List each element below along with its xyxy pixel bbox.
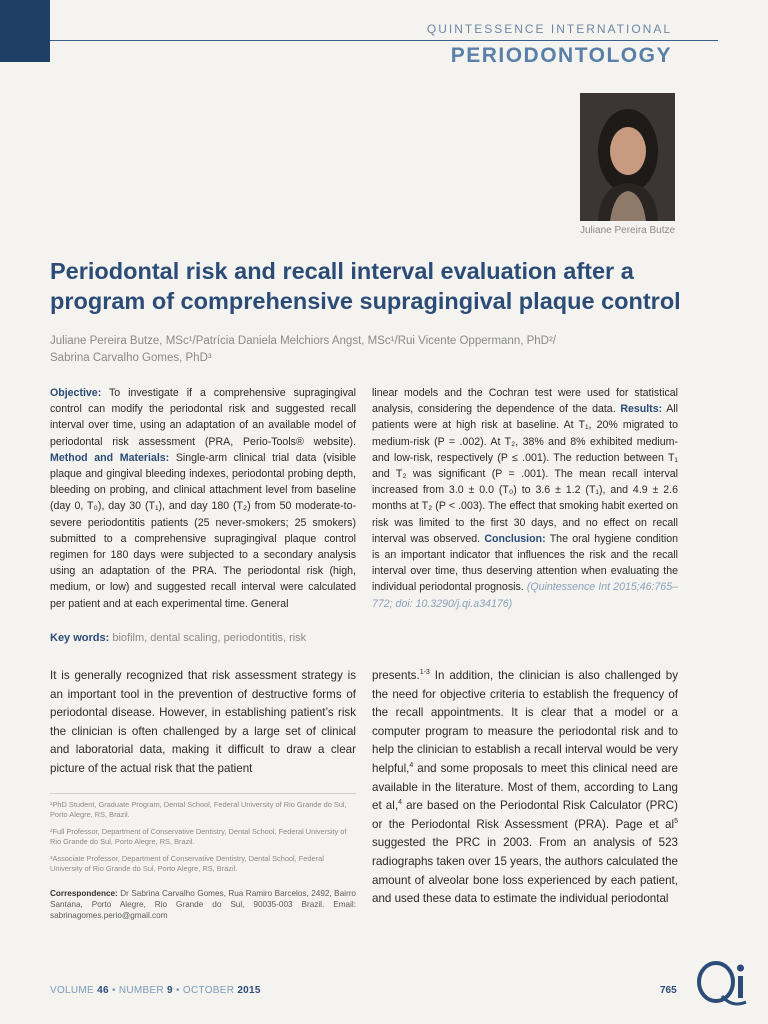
date-label: • OCTOBER bbox=[172, 985, 238, 996]
body-right-column bbox=[372, 667, 678, 909]
conclusion-text: The oral hygiene condition is an important indicator that influences the risk and the recall interval over time, thus deserving attention when evaluating the individual periodontal prognosis. bbox=[372, 532, 678, 594]
body-text: are based on the Periodontal Risk Calculator (PRC) or the Periodontal Risk Assessment (PRA). Page et al bbox=[372, 799, 679, 831]
article-title: Periodontal risk and recall interval evaluation after a program of comprehensive supragingival plaque control bbox=[50, 258, 681, 314]
body-text: and some proposals to meet this clinical need are available in the literature. Most of them, according to Lang et al, bbox=[372, 761, 678, 813]
footnote-3: ³Associate Professor, Department of Conservative Dentistry, Dental School, Federal University of Rio Grande do Sul, Porto Alegre, RS, Brazil. bbox=[50, 853, 324, 874]
footer-issue-info bbox=[50, 985, 261, 996]
footnotes bbox=[50, 800, 356, 880]
abstract-right-column bbox=[372, 385, 678, 612]
author-list bbox=[50, 333, 710, 367]
qi-logo-icon bbox=[694, 952, 750, 1008]
authors-line-2: Sabrina Carvalho Gomes, PhD³ bbox=[50, 352, 212, 364]
page-number: 765 bbox=[660, 985, 677, 996]
objective-text: To investigate if a comprehensive supragingival control can modify the periodontal risk and suggested recall interval over time, using an adaptation of an available model of periodontal risk assessment (PRA, Perio-Tools® website). bbox=[50, 387, 356, 448]
body-text: In addition, the clinician is also challenged by the need for objective criteria to establish the frequency of the recall appointments. It is clear that a model or a computer program to measure the periodontal risk and to help the clinician to establish a recall interval would be very helpful, bbox=[372, 669, 678, 775]
conclusion-label: Conclusion: bbox=[484, 532, 546, 545]
methods-text: Single-arm clinical trial data (visible plaque and gingival bleeding indexes, periodontal probing depth, bleeding on probing, and clinical attachment level from baseline (day 0, T₀), day 30 (T₁), and day 180 (T₂) from 50 moderate-to-severe periodontitis patients (25 never-smokers; 25 smokers) submitted to a comprehensive supragingival plaque control regimen for 180 days were subjected to a secondary analysis using an adaptation of the PRA. The periodontal risk (high, medium, or low) and suggested recall interval were calculated per patient and at each experimental time. General bbox=[50, 451, 356, 610]
keywords-label: Key words: bbox=[50, 632, 110, 644]
issue-year: 2015 bbox=[237, 985, 261, 996]
body-left-column: It is generally recognized that risk assessment strategy is an important tool in the prevention of destructive forms of periodontal disease. However, in establishing patient’s risk the clinician is often challenged by a large set of clinical and laboratorial data, making it difficult to draw a clear picture of the actual risk that the patient bbox=[50, 669, 356, 775]
authors-line-1: Juliane Pereira Butze, MSc¹/Patrícia Daniela Melchiors Angst, MSc¹/Rui Vicente Oppermann, PhD²/ bbox=[50, 335, 556, 347]
number-label: • NUMBER bbox=[108, 985, 168, 996]
correspondence-label: Correspondence: bbox=[50, 889, 118, 898]
volume-label: VOLUME bbox=[50, 985, 98, 996]
header-rule bbox=[50, 40, 718, 41]
reference-marker: 5 bbox=[674, 817, 678, 825]
volume-number: 46 bbox=[97, 985, 109, 996]
correspondence-text: Dr Sabrina Carvalho Gomes, Rua Ramiro Barcelos, 2492, Bairro Santana, Porto Alegre, Rio Grande do Sul, 90035-003 Brazil. Email: sabrinagomes.perio@gmail.com bbox=[50, 889, 356, 921]
methods-continued: linear models and the Cochran test were used for statistical analysis, considering the dependence of the data. bbox=[372, 387, 678, 416]
issue-number: 9 bbox=[167, 985, 173, 996]
objective-label: Objective: bbox=[50, 387, 102, 399]
section-name: PERIODONTOLOGY bbox=[450, 44, 672, 67]
keywords bbox=[50, 632, 306, 644]
reference-marker: 1-3 bbox=[419, 669, 430, 677]
results-label: Results: bbox=[620, 403, 663, 416]
photo-caption: Juliane Pereira Butze bbox=[580, 225, 676, 236]
body-text: presents. bbox=[372, 669, 420, 682]
abstract-left-column bbox=[50, 385, 356, 612]
journal-name: QUINTESSENCE INTERNATIONAL bbox=[426, 22, 672, 36]
methods-label: Method and Materials: bbox=[50, 451, 170, 464]
reference-marker: 4 bbox=[398, 799, 402, 807]
results-text: All patients were at high risk at baseline. At T₁, 20% migrated to medium-risk (P = .002). At T₂, 38% and 8% exhibited medium- and low-risk, respectively (P ≤ .001). The reduction between T₁ and T₂ was significant (P = .001). The mean recall interval increased from 3.0 ± 0.0 (T₀) to 3.6 ± 1.2 (T₁), and 4.9 ± 2.6 months at T₂ (P < .003). The effect that smoking habit exerted on risk was limited to the first 30 days, and no effect on recall interval was observed. bbox=[372, 403, 678, 545]
footnote-2: ²Full Professor, Department of Conservative Dentistry, Dental School, Federal University of Rio Grande do Sul, Porto Alegre, RS, Brazil. bbox=[50, 826, 347, 847]
corner-block bbox=[0, 0, 50, 62]
footnote-divider bbox=[50, 793, 356, 794]
footnote-1: ¹PhD Student, Graduate Program, Dental School, Federal University of Rio Grande do Sul, Porto Alegre, RS, Brazil. bbox=[50, 800, 347, 820]
correspondence bbox=[50, 888, 356, 922]
author-photo bbox=[580, 93, 675, 221]
keywords-values: biofilm, dental scaling, periodontitis, risk bbox=[112, 632, 307, 644]
body-text: suggested the PRC in 2003. From an analysis of 523 radiographs taken over 15 years, the authors calculated the amount of alveolar bone loss experienced by each patient, and used these data to estimate the individual periodontal bbox=[372, 836, 678, 906]
reference-marker: 4 bbox=[409, 762, 414, 770]
citation: (Quintessence Int 2015;46:765–772; doi: 10.3290/j.qi.a34176) bbox=[372, 581, 678, 610]
